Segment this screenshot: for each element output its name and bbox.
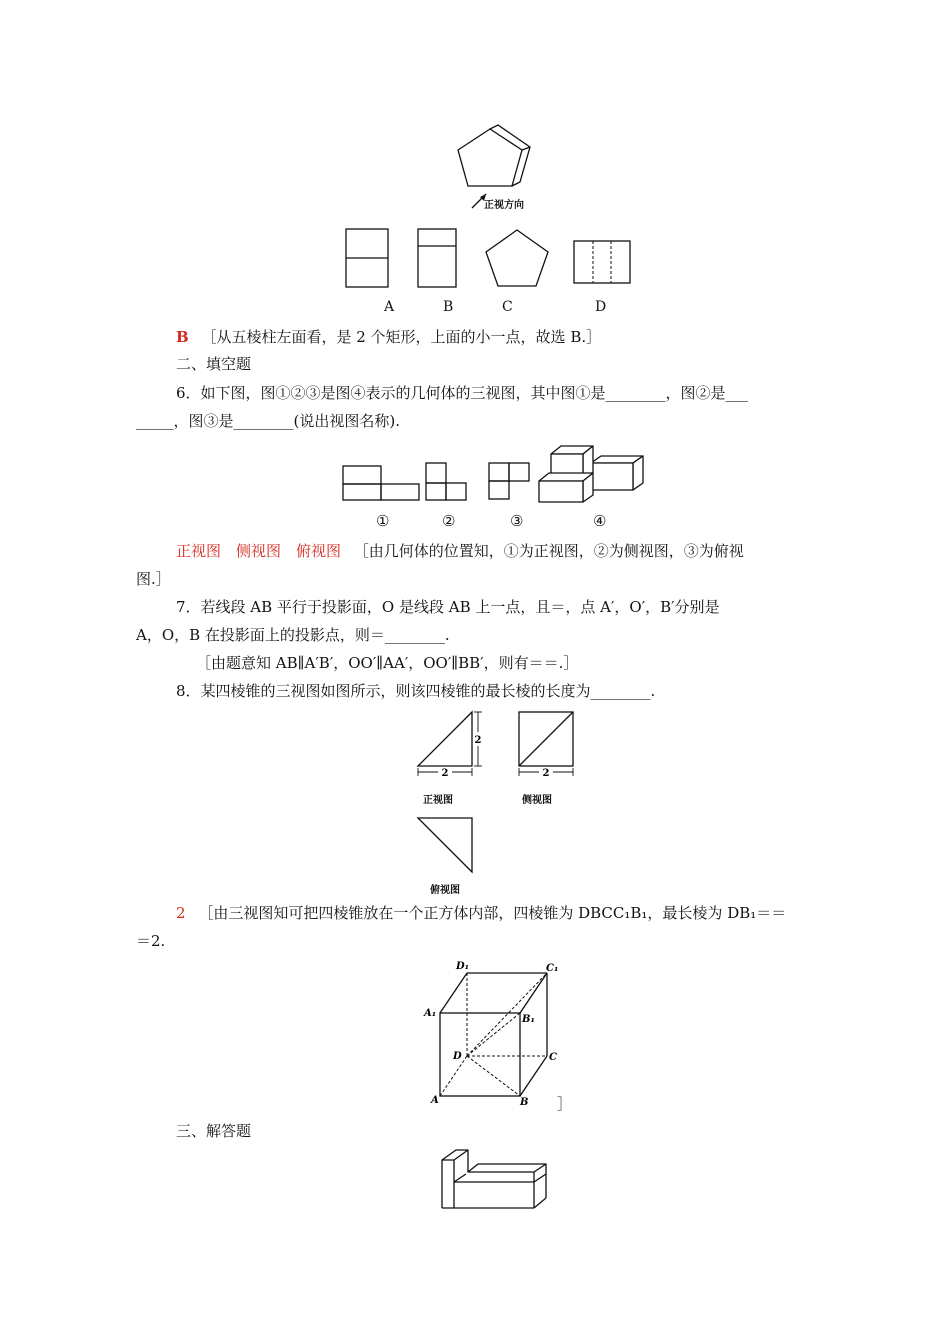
q5-answer	[176, 326, 601, 348]
q6-view-1	[342, 462, 422, 502]
q5-answer-letter: B	[176, 328, 189, 346]
option-a-figure	[345, 228, 389, 288]
q6-view-3	[488, 462, 532, 502]
cube-label-c1: C₁	[546, 963, 559, 974]
q8-answer-value: 2	[176, 904, 186, 922]
q8-line1: 8．某四棱锥的三视图如图所示，则该四棱锥的最长棱的长度为________.	[176, 682, 656, 700]
section-answer-heading: 三、解答题	[176, 1122, 252, 1140]
cube-label-a1: A₁	[424, 1008, 437, 1019]
q8-front-view-label: 正视图	[423, 795, 453, 806]
q6-line2: _____，图③是________(说出视图名称).	[136, 412, 400, 430]
option-label-c: C	[502, 299, 513, 315]
q6-label-3: ③	[510, 512, 524, 530]
q5-answer-explanation: ［从五棱柱左面看，是 2 个矩形，上面的小一点，故选 B.］	[201, 328, 602, 346]
q6-answer-explanation: ［由几何体的位置知，①为正视图，②为侧视图，③为俯视	[353, 542, 744, 560]
q6-label-2: ②	[442, 512, 456, 530]
q8-answer-line2: ＝2.	[136, 932, 166, 950]
section-fill-blank-heading: 二、填空题	[176, 355, 252, 373]
q7-line2: A，O，B 在投影面上的投影点，则＝________.	[136, 626, 450, 644]
q8-top-view	[412, 812, 482, 876]
cube-label-c: C	[549, 1052, 557, 1063]
option-label-a: A	[384, 299, 395, 315]
option-c-figure	[484, 228, 550, 288]
q7-line1: 7．若线段 AB 平行于投影面，O 是线段 AB 上一点，且＝，点 A′，O′，B′分别是	[176, 598, 720, 616]
q8-side-width-label: 2	[542, 768, 550, 779]
q6-answer-views: 正视图 侧视图 俯视图	[176, 542, 342, 560]
q8-closing-bracket: ］	[557, 1095, 573, 1113]
q8-side-view	[513, 706, 583, 786]
q6-view-2	[425, 462, 469, 502]
q6-answer	[176, 540, 744, 562]
q6-label-4: ④	[593, 512, 607, 530]
q8-front-width-label: 2	[441, 768, 449, 779]
q6-answer-line2: 图.］	[136, 570, 171, 588]
cube-label-a: A	[431, 1095, 439, 1106]
q8-cube-figure	[420, 958, 570, 1108]
q8-front-height-label: 2	[474, 735, 482, 746]
cube-label-b: B	[520, 1097, 529, 1108]
option-label-d: D	[595, 299, 607, 315]
q8-answer-explanation: ［由三视图知可把四棱锥放在一个正方体内部，四棱锥为 DBCC₁B₁，最长棱为 DB₁＝＝	[198, 904, 787, 922]
option-b-figure	[417, 228, 457, 288]
q8-front-view	[412, 706, 492, 786]
option-d-figure	[573, 240, 631, 284]
q7-answer: ［由题意知 AB∥A′B′，OO′∥AA′，OO′∥BB′，则有＝＝.］	[196, 654, 579, 672]
q8-top-view-label: 俯视图	[430, 885, 460, 896]
q8-side-view-label: 侧视图	[522, 795, 552, 806]
q6-label-1: ①	[376, 512, 390, 530]
option-label-b: B	[443, 299, 454, 315]
section3-solid-figure	[438, 1148, 550, 1212]
cube-label-b1: B₁	[522, 1014, 535, 1025]
direction-label: 正视方向	[484, 200, 524, 211]
cube-label-d: D	[453, 1051, 462, 1062]
q6-solid-figure	[535, 440, 647, 504]
q6-line1: 6．如下图，图①②③是图④表示的几何体的三视图，其中图①是________，图②是___	[176, 384, 749, 402]
cube-label-d1: D₁	[456, 961, 470, 972]
q8-answer	[176, 902, 786, 924]
